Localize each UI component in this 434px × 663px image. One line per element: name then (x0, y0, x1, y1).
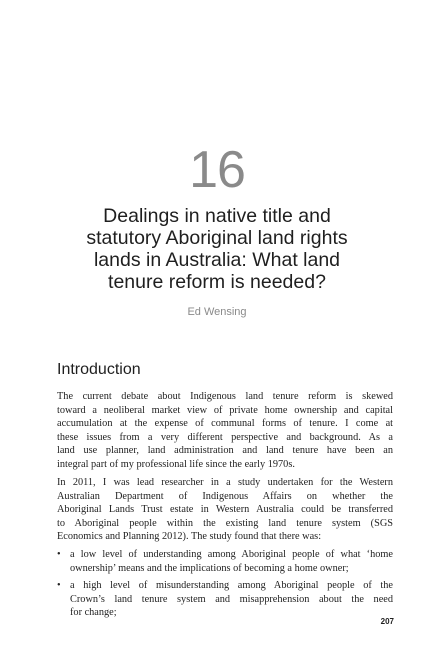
list-item-line: for change; (70, 607, 117, 619)
paragraph-line: land use planner, land administration and land tenure have been an (57, 445, 393, 457)
paragraph (57, 390, 393, 472)
paragraph-line: accumulation at the expense of communal forms of tenure. I come at (57, 418, 393, 430)
paragraph-line: The current debate about Indigenous land tenure reform is skewed (57, 391, 393, 402)
bullet-list (57, 548, 393, 624)
chapter-title-line: lands in Australia: What land (93, 249, 341, 271)
list-item (57, 579, 393, 620)
list-item-line: ownership’ means and the implications of becoming a home owner; (70, 562, 349, 574)
list-item-line: a high level of misunderstanding among Aboriginal people of the (70, 580, 393, 592)
chapter-title-line: tenure reform is needed? (108, 271, 326, 293)
paragraph-line: toward a neoliberal market view of private home ownership and capital (57, 404, 393, 416)
chapter-number: 16 (189, 141, 245, 199)
chapter-title (40, 205, 394, 293)
page-number: 207 (380, 617, 394, 626)
chapter-author: Ed Wensing (187, 306, 247, 318)
paragraph-line: In 2011, I was lead researcher in a study undertaken for the Western (57, 477, 393, 488)
paragraph-line: integral part of my professional life since the early 1970s. (57, 458, 295, 470)
bullet-icon: • (57, 549, 61, 560)
paragraph-line: to Aboriginal people within the existing land tenure system (SGS (57, 517, 393, 529)
paragraph (57, 476, 393, 544)
chapter-title-line: Dealings in native title and (103, 205, 331, 227)
section-heading: Introduction (57, 361, 141, 378)
paragraph-line: Aboriginal Lands Trust estate in Western Australia could be transferred (57, 504, 393, 516)
chapter-title-line: statutory Aboriginal land rights (86, 227, 348, 249)
paragraph-line: Economics and Planning 2012). The study found that there was: (57, 531, 322, 543)
list-item-line: Crown’s land tenure system and misapprehension about the need (70, 593, 393, 605)
list-item-line: a low level of understanding among Aboriginal people of what ‘home (70, 549, 393, 560)
bullet-icon: • (57, 580, 61, 592)
list-item (57, 548, 393, 575)
paragraph-line: these issues from a very different perspective and background. As a (57, 431, 393, 443)
paragraph-line: Australian Department of Indigenous Affairs on whether the (57, 490, 393, 502)
